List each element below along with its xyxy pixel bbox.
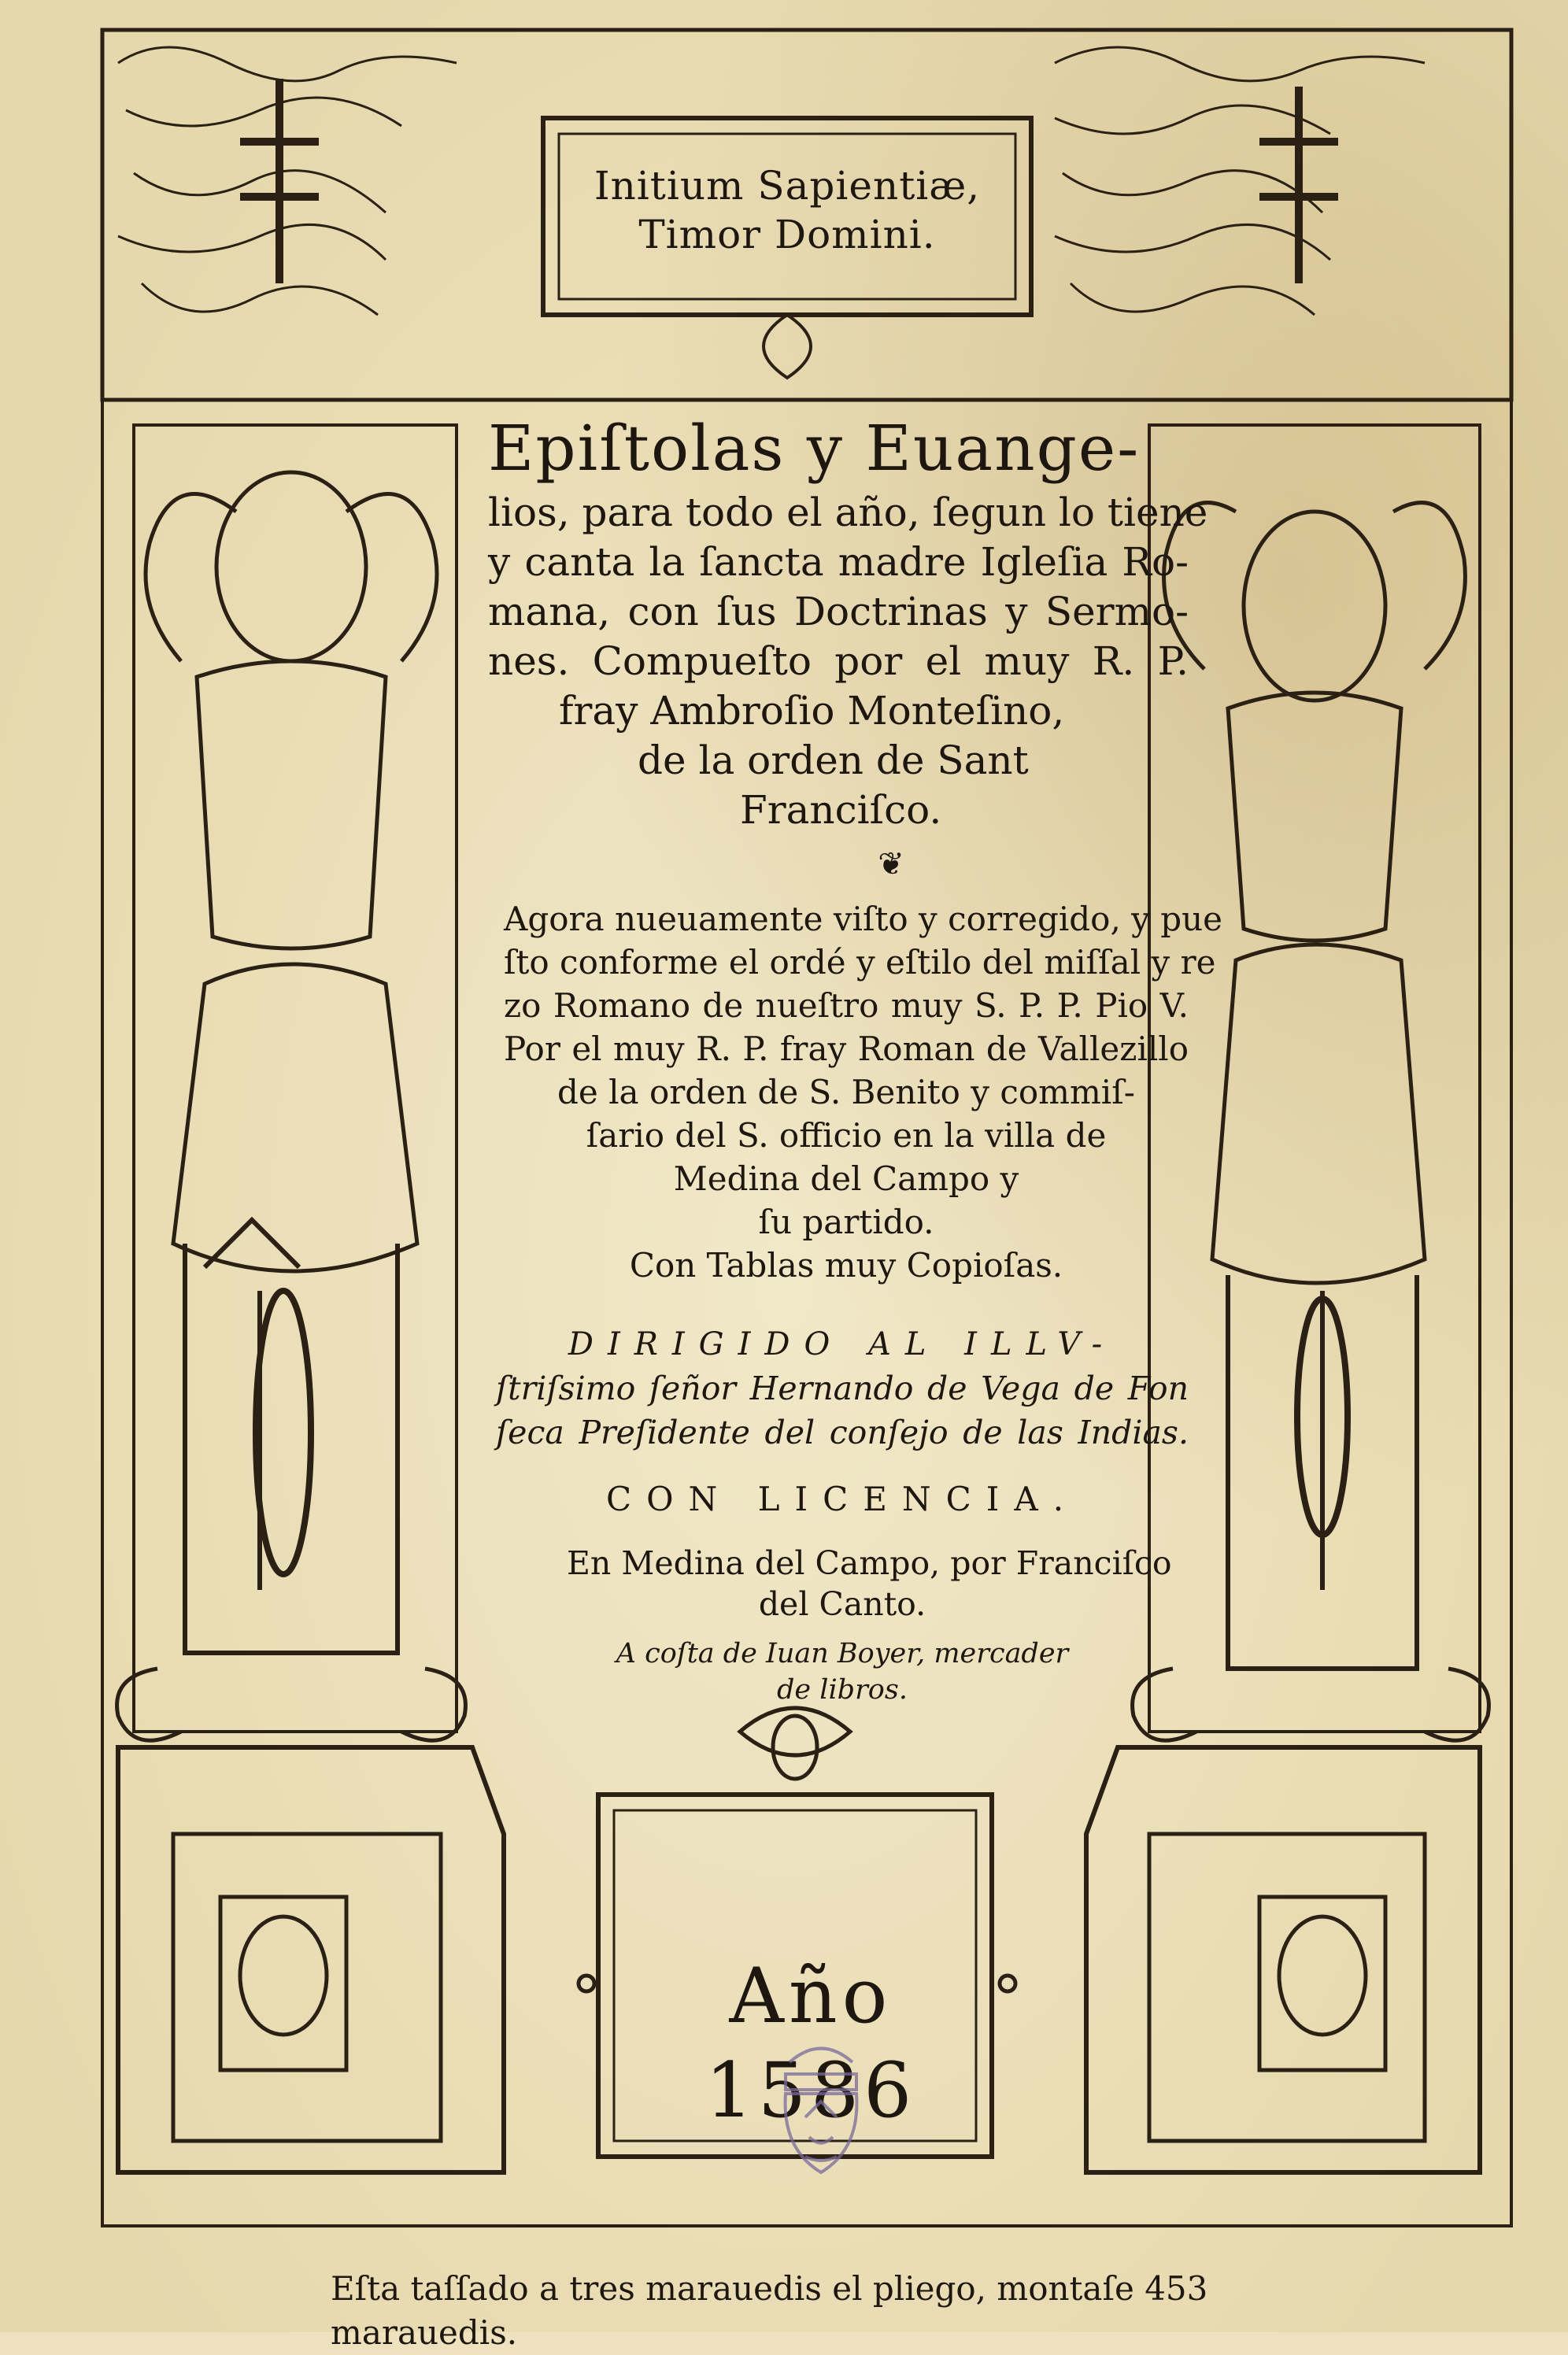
dedication-line: ſtriſsimo ſeñor Hernando de Vega de Fon <box>496 1370 1189 1407</box>
licence-line: CON LICENCIA. <box>605 1480 1079 1518</box>
dedication-line: ſeca Preſidente del conſejo de las Indias. <box>496 1414 1189 1451</box>
title-line: nes. Compueſto por el muy R. P. <box>488 638 1189 684</box>
imprint-line: En Medina del Campo, por Franciſco <box>567 1544 1172 1582</box>
imprint-line: del Canto. <box>758 1585 926 1623</box>
description-line: zo Romano de nueſtro muy S. P. P. Pio V. <box>504 986 1189 1025</box>
title-line: de la orden de Sant <box>638 738 1029 783</box>
title-line: fray Ambroſio Monteſino, <box>559 688 1065 734</box>
description-line: Con Tablas muy Copioſas. <box>629 1246 1063 1285</box>
book-title <box>488 409 1208 835</box>
description-line: ſario del S. officio en la villa de <box>586 1116 1107 1155</box>
motto-line: Initium Sapientiæ, <box>594 163 981 209</box>
library-stamp-icon <box>770 2031 872 2180</box>
imprint <box>567 1543 1172 1625</box>
fleuron-ornament: ❦ <box>878 846 904 882</box>
title-line: Franciſco. <box>740 787 942 833</box>
description-line: Medina del Campo y <box>673 1159 1019 1198</box>
title-line: y canta la ſancta madre Igleſia Ro- <box>488 539 1189 585</box>
tax-note: Eſta taſſado a tres marauedis el pliego, montaſe 453 marauedis. <box>331 2269 1208 2352</box>
cost-note <box>567 1636 1118 1708</box>
description-line: Agora nueuamente viſto y corregido, y pue <box>504 900 1223 938</box>
motto-line: Timor Domini. <box>638 212 936 257</box>
description-line: ſu partido. <box>758 1203 934 1241</box>
description <box>504 897 1223 1287</box>
title-line: Epiſtolas y Euange- <box>488 412 1141 485</box>
title-line: lios, para todo el año, ſegun lo tiene <box>488 490 1208 535</box>
description-line: de la orden de S. Benito y commiſ- <box>557 1073 1135 1111</box>
title-line: mana, con ſus Doctrinas y Sermo- <box>488 589 1189 634</box>
motto <box>551 161 1023 259</box>
description-line: ſto conforme el ordé y eſtilo del miſſal y re <box>504 943 1216 982</box>
cost-line: de libros. <box>777 1674 908 1706</box>
publication-year: Año 1586 <box>704 1952 917 2135</box>
dedication-line: DIRIGIDO AL ILLV- <box>568 1326 1117 1362</box>
cost-line: A coſta de Iuan Boyer, mercader <box>616 1638 1069 1669</box>
description-line: Por el muy R. P. fray Roman de Vallezillo <box>504 1030 1189 1068</box>
dedication <box>496 1322 1189 1455</box>
